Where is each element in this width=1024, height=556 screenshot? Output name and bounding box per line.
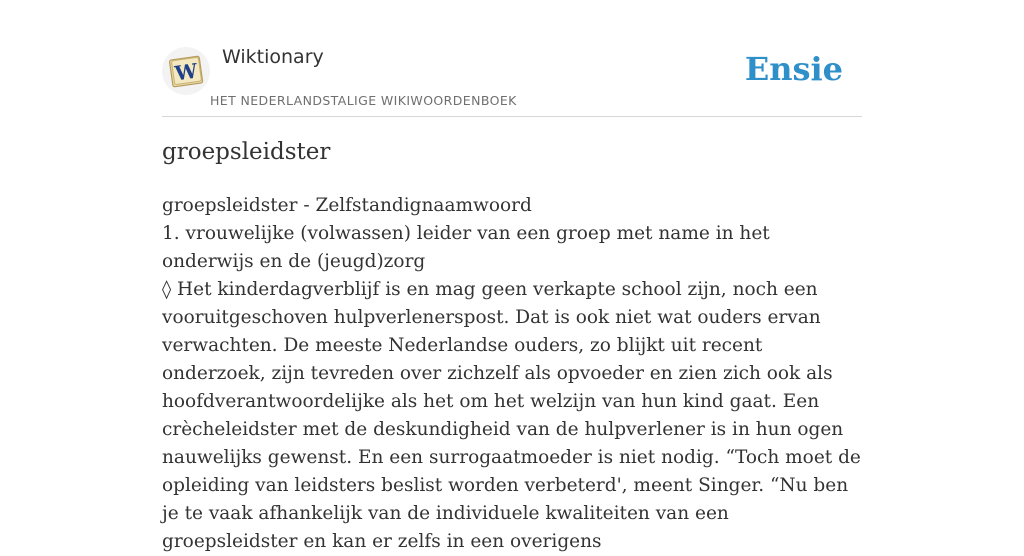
example-quote: ◊ Het kinderdagverblijf is en mag geen verkapte school zijn, noch een vooruitgeschoven hulpverlenerspost. Dat is ook niet wat ouders ervan verwachten. De meeste Nederlandse ouders, zo blijkt uit recent onderzoek, zijn tevreden over zichzelf als opvoeder en zien zich ook als hoofdverantwoordelijke als het om het welzijn van hun kind gaat. Een crècheleidster met de deskundigheid van de hulpverlener is in hun ogen nauwelijks gewenst. En een surrogaatmoeder is niet nodig. “Toch moet de opleiding van leidsters beslist worden verbeterd', meent Singer. “Nu ben je te vaak afhankelijk van de individuele kwaliteiten van een groepsleidster en kan er zelfs in een overigens	[162, 279, 861, 552]
definition: 1. vrouwelijke (volwassen) leider van een groep met name in het onderwijs en de (jeugd)zorg	[162, 223, 770, 272]
wiktionary-tile-icon	[167, 52, 205, 90]
svg-text:W: W	[173, 58, 199, 86]
wiktionary-logo[interactable]	[162, 47, 210, 95]
entry-content	[162, 192, 862, 556]
ensie-brand-logo[interactable]: Ensie	[744, 50, 843, 88]
site-header	[162, 0, 862, 117]
site-tagline: HET NEDERLANDSTALIGE WIKIWOORDENBOEK	[210, 93, 517, 108]
page-title: groepsleidster	[162, 139, 331, 165]
word-type-line: groepsleidster - Zelfstandignaamwoord	[162, 195, 532, 216]
site-name[interactable]: Wiktionary	[222, 46, 324, 68]
